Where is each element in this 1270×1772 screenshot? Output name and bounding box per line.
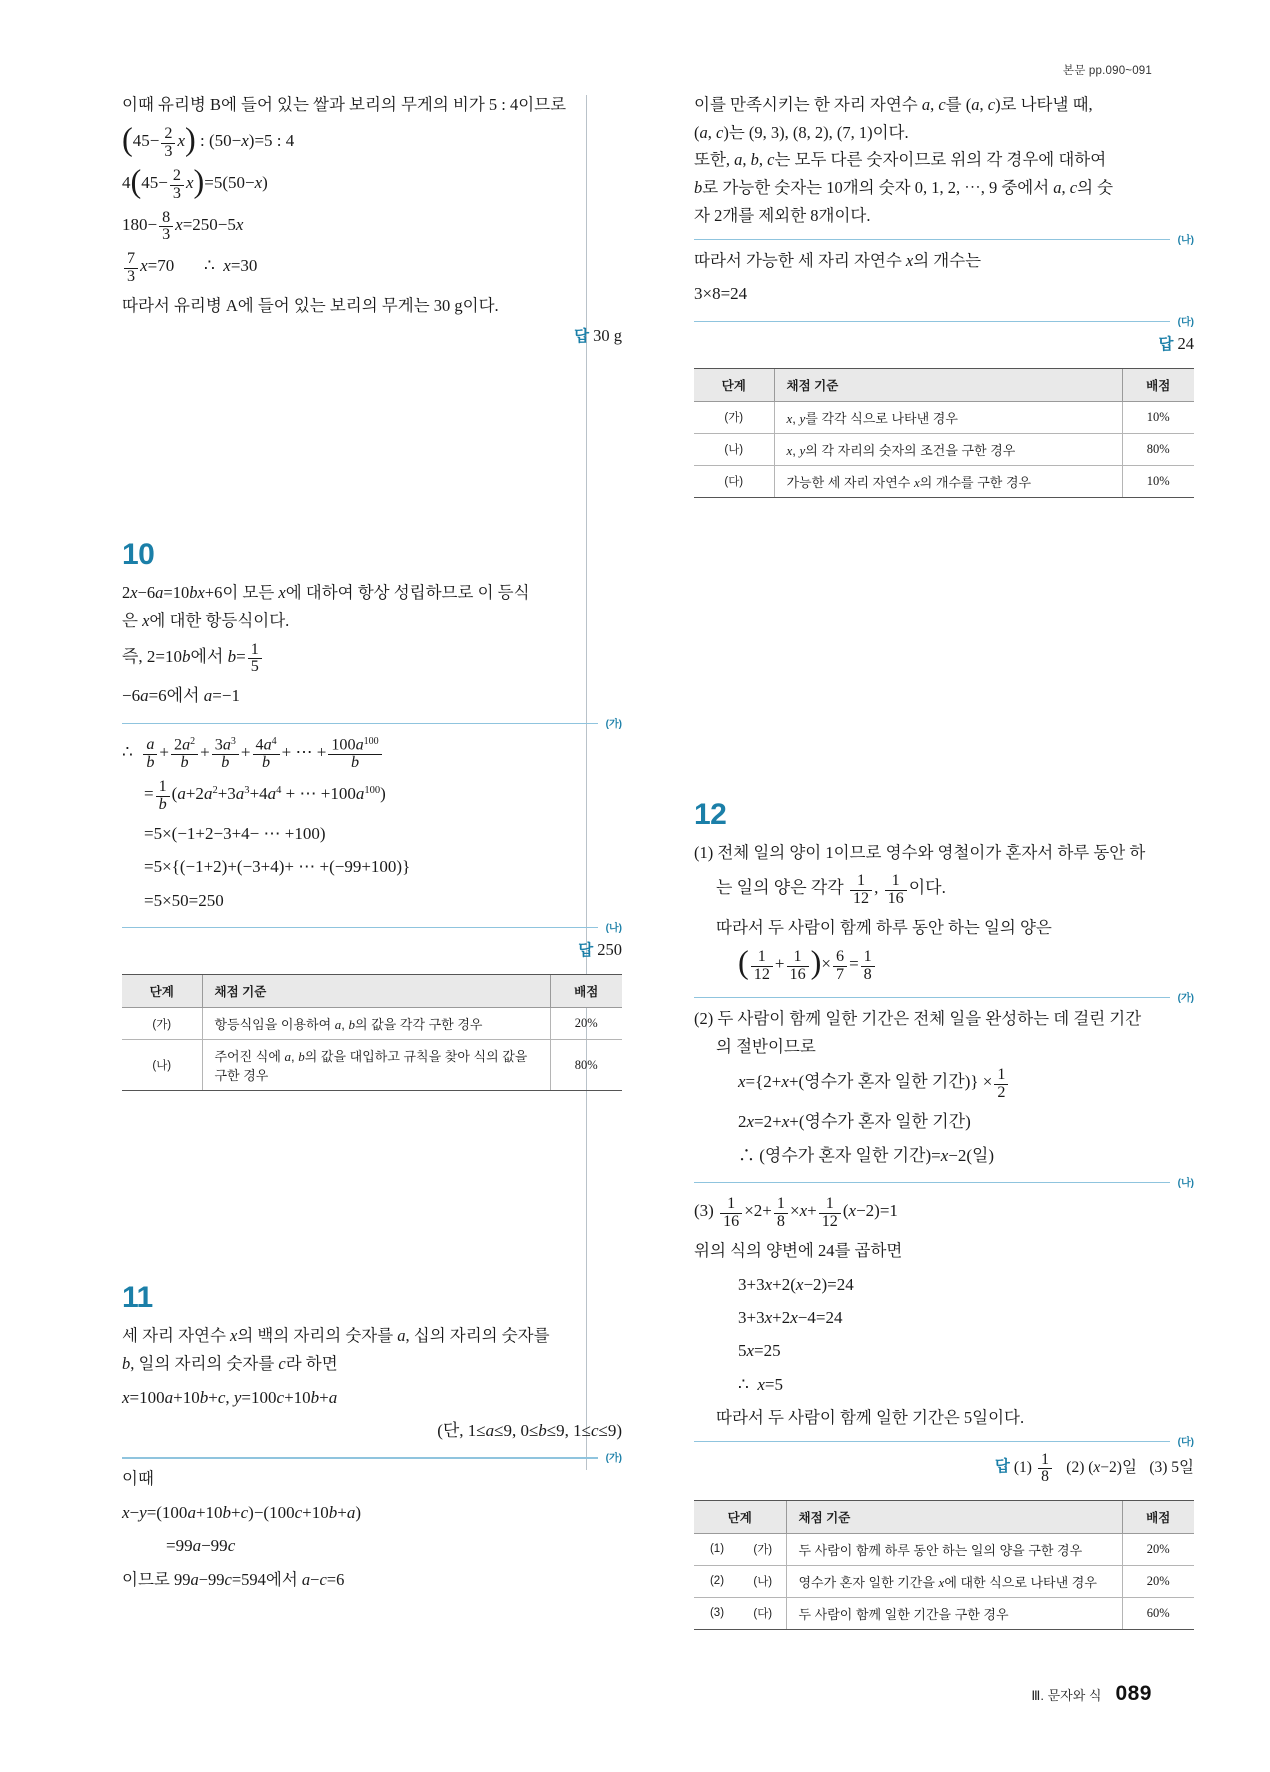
col-header-step: 단계 xyxy=(694,368,774,401)
p12-equation-6: 3+3x+2(x−2)=24 xyxy=(738,1274,854,1294)
p11c-line-5: 자 2개를 제외한 8개이다. xyxy=(694,205,871,225)
cell-points: 10% xyxy=(1122,401,1194,433)
p11-grading-table xyxy=(694,368,1194,498)
cell-criteria: x, y를 각각 식으로 나타낸 경우 xyxy=(774,401,1122,433)
p12-l2-tail: 이다. xyxy=(908,878,946,898)
table-row xyxy=(694,433,1194,465)
p12-line-4: (2) 두 사람이 함께 일한 기간은 전체 일을 완성하는 데 걸린 기간 xyxy=(694,1008,1142,1028)
p12-equation-2: x={2+x+(영수가 혼자 일한 기간)} × $\frac{1}{2}$ xyxy=(694,1067,1194,1102)
page-number: 089 xyxy=(1115,1682,1152,1705)
fraction-1-8: $\frac{1}{8}$ xyxy=(774,1196,788,1231)
problem-12-number: 12 xyxy=(694,797,727,831)
step-rule-line xyxy=(122,723,598,724)
p11-line-3: x=100a+10b+c, y=100c+10b+a xyxy=(122,1387,338,1407)
p10-line-4: −6a=6에서 a=−1 xyxy=(122,686,240,706)
cell-step: (다) xyxy=(740,1597,786,1629)
problem-11-continuation xyxy=(694,92,1194,498)
p12-line-5: 의 절반이므로 xyxy=(716,1036,816,1056)
p11-line-8: 이므로 99a−99c=594에서 a−c=6 xyxy=(122,1569,345,1589)
fraction-100a100-b: $\frac{100a^{100}}{b}$ xyxy=(328,737,381,772)
p9-line-1: 이때 유리병 B에 들어 있는 쌀과 보리의 무게의 비가 5 : 4이므로 xyxy=(122,95,567,114)
p11-answer xyxy=(694,332,1194,354)
cell-criteria: 주어진 식에 a, b의 값을 대입하고 규칙을 찾아 식의 값을 구한 경우 xyxy=(202,1040,550,1091)
step-tag: (나) xyxy=(1177,1177,1194,1189)
answer-value: 250 xyxy=(597,940,622,960)
step-tag: (나) xyxy=(1177,234,1194,246)
p11-line-1: 세 자리 자연수 x의 백의 자리의 숫자를 a, 십의 자리의 숫자를 xyxy=(122,1326,550,1346)
p9-eq3-lead: 180− xyxy=(122,214,158,234)
p11c-line-3: 또한, a, b, c는 모두 다른 숫자이므로 위의 각 경우에 대하여 xyxy=(694,150,1107,170)
step-tag: (다) xyxy=(1177,1436,1194,1448)
step-marker-na xyxy=(694,1176,1194,1189)
cell-criteria: 두 사람이 함께 하루 동안 하는 일의 양을 구한 경우 xyxy=(786,1533,1122,1565)
p9-equation-1: (45− $\frac{2}{3}$ x) : (50−x)=5 : 4 xyxy=(122,121,295,160)
col-header-criteria: 채점 기준 xyxy=(774,368,1122,401)
two-column-body xyxy=(0,92,1270,1630)
p9-equation-4: $\frac{7}{3}$ x=70 ∴ x=30 xyxy=(122,251,622,286)
col-header-criteria: 채점 기준 xyxy=(786,1500,1122,1533)
spacer xyxy=(694,498,1194,798)
col-header-step: 단계 xyxy=(694,1500,786,1533)
p10-eq-line-5: =5×50=250 xyxy=(144,890,224,910)
problem-11-number: 11 xyxy=(122,1281,153,1315)
p10-eq-line-4: =5×{(−1+2)+(−3+4)+ ⋯ +(−99+100)} xyxy=(144,857,411,877)
step-rule-line xyxy=(122,927,598,928)
step-rule-line xyxy=(694,1441,1170,1442)
p10-answer xyxy=(122,938,622,960)
answer-part-1-label: (1) xyxy=(1013,1458,1032,1476)
cell-criteria: x, y의 각 자리의 숫자의 조건을 구한 경우 xyxy=(774,433,1122,465)
table-row xyxy=(694,465,1194,497)
cell-step: (나) xyxy=(740,1565,786,1597)
answer-label: 답 xyxy=(578,942,594,960)
p12-answer xyxy=(694,1452,1194,1486)
fraction-a-b: $\frac{a}{b}$ xyxy=(143,737,157,772)
answer-label: 답 xyxy=(1158,335,1174,353)
p11-line-4: (단, 1≤a≤9, 0≤b≤9, 1≤c≤9) xyxy=(437,1420,622,1440)
cell-part-no: (2) xyxy=(694,1565,740,1597)
answer-label: 답 xyxy=(574,328,590,346)
cell-step: (나) xyxy=(694,433,774,465)
p11c-line-6: 따라서 가능한 세 자리 자연수 x의 개수는 xyxy=(694,250,982,270)
p10-grading-table xyxy=(122,974,622,1091)
table-row xyxy=(694,1565,1194,1597)
p12-line-7: 따라서 두 사람이 함께 일한 기간은 5일이다. xyxy=(716,1407,1025,1427)
p12-line-3: 따라서 두 사람이 함께 하루 동안 하는 일의 양은 xyxy=(716,918,1052,938)
problem-11 xyxy=(122,1281,622,1593)
fraction-4a4-b: $\frac{4a^4}{b}$ xyxy=(253,737,280,772)
cell-points: 80% xyxy=(1122,433,1194,465)
problem-12 xyxy=(694,798,1194,1630)
cell-points: 60% xyxy=(1122,1597,1194,1629)
answer-value: 24 xyxy=(1177,333,1194,353)
p12-equation-9: ∴ x=5 xyxy=(738,1374,783,1394)
table-row xyxy=(694,401,1194,433)
step-marker-da xyxy=(694,1435,1194,1448)
p10-eq-line-2: = $\frac{1}{b}$ ($a+2a^2+3a^3+4a^4$ + ⋯ $+100a^{100}$) xyxy=(144,778,386,814)
p12-equation-5: (3) $\frac{1}{16}$ ×2+ $\frac{1}{8}$ ×x+ $\frac{1}{12}$ (x−2)=1 xyxy=(694,1194,898,1230)
cell-step: (가) xyxy=(740,1533,786,1565)
fraction-1-2: $\frac{1}{2}$ xyxy=(994,1067,1008,1102)
fraction-7-3: $\frac{7}{3}$ xyxy=(124,251,138,286)
answer-value: 30 g xyxy=(593,326,622,346)
table-row xyxy=(694,1597,1194,1629)
step-rule-line xyxy=(694,321,1170,322)
col-header-step: 단계 xyxy=(122,975,202,1008)
step-rule-line xyxy=(694,1182,1170,1183)
p12-l2-lead: 는 일의 양은 각각 xyxy=(716,878,844,898)
p10-eq-sum: ∴ $\frac{a}{b}$ + $\frac{2a^2}{b}$ + $\frac{3a^3}{b}$ + $\frac{4a^4}{b}$ + ⋯ + $\frac{100a^{100}}{b}$ xyxy=(122,737,622,772)
p12-equation-8: 5x=25 xyxy=(738,1341,781,1361)
p12-equation-1: ( $\frac{1}{12}$ + $\frac{1}{16}$ )× $\frac{6}{7}$ = $\frac{1}{8}$ xyxy=(694,949,1194,984)
spacer xyxy=(122,1091,622,1281)
fraction-1-16: $\frac{1}{16}$ xyxy=(885,873,907,908)
p12-equation-4: ∴ (영수가 혼자 일한 기간)=x−2(일) xyxy=(738,1145,995,1165)
cell-criteria: 두 사람이 함께 일한 기간을 구한 경우 xyxy=(786,1597,1122,1629)
step-rule-line xyxy=(122,1457,598,1458)
cell-step: (가) xyxy=(122,1008,202,1040)
table-header-row xyxy=(694,368,1194,401)
col-header-points: 배점 xyxy=(1122,368,1194,401)
p11c-line-1: 이를 만족시키는 한 자리 자연수 a, c를 (a, c)로 나타낼 때, xyxy=(694,95,1093,114)
spacer xyxy=(122,348,622,538)
fraction-1-5: $\frac{1}{5}$ xyxy=(248,642,262,677)
p10-line-2: 은 x에 대한 항등식이다. xyxy=(122,610,290,630)
p12-equation-7: 3+3x+2x−4=24 xyxy=(738,1307,843,1327)
answer-part-3: (3) 5일 xyxy=(1149,1458,1194,1476)
fraction-1-12: $\frac{1}{12}$ xyxy=(819,1196,841,1231)
p11-line-6: x−y=(100a+10b+c)−(100c+10b+a) xyxy=(122,1502,361,1522)
fraction-1-8: $\frac{1}{8}$ xyxy=(861,949,875,984)
fraction-2-3: $\frac{2}{3}$ xyxy=(170,168,184,203)
col-header-points: 배점 xyxy=(550,975,622,1008)
answer-label: 답 xyxy=(994,1458,1010,1476)
step-marker-ga xyxy=(694,991,1194,1004)
fraction-6-7: $\frac{6}{7}$ xyxy=(833,949,847,984)
p11-line-5: 이때 xyxy=(122,1469,154,1489)
step-tag: (가) xyxy=(605,1453,622,1465)
page-footer xyxy=(1031,1682,1152,1706)
p9-equation-2: 4(45− $\frac{2}{3}$ x)=5(50−x) xyxy=(122,163,268,202)
p9-conclusion: 따라서 유리병 A에 들어 있는 보리의 무게는 30 g이다. xyxy=(122,296,499,316)
cell-part-no: (3) xyxy=(694,1597,740,1629)
answer-part-2: (2) (x−2)일 xyxy=(1066,1458,1137,1476)
table-row xyxy=(694,1533,1194,1565)
p11c-line-2: (a, c)는 (9, 3), (8, 2), (7, 1)이다. xyxy=(694,122,909,142)
step-tag: (가) xyxy=(605,718,622,730)
step-rule-line xyxy=(694,997,1170,998)
p12-grading-table xyxy=(694,1500,1194,1630)
fraction-1-8: $\frac{1}{8}$ xyxy=(1038,1452,1052,1486)
fraction-3a3-b: $\frac{3a^3}{b}$ xyxy=(212,737,239,772)
chapter-label: Ⅲ. 문자와 식 xyxy=(1031,1688,1102,1703)
cell-points: 20% xyxy=(1122,1533,1194,1565)
p11-line-7: =99a−99c xyxy=(166,1536,236,1556)
fraction-8-3: $\frac{8}{3}$ xyxy=(159,210,173,245)
cell-points: 80% xyxy=(550,1040,622,1091)
cell-criteria: 항등식임을 이용하여 a, b의 값을 각각 구한 경우 xyxy=(202,1008,550,1040)
cell-points: 20% xyxy=(1122,1565,1194,1597)
page-reference-header: 본문 pp.090~091 xyxy=(1062,65,1152,77)
p12-equation-3: 2x=2+x+(영수가 혼자 일한 기간) xyxy=(738,1112,971,1132)
p10-line-1: 2x−6a=10bx+6이 모든 x에 대하여 항상 성립하므로 이 등식 xyxy=(122,583,530,603)
cell-step: (나) xyxy=(122,1040,202,1091)
step-marker-ga xyxy=(122,717,622,730)
p12-line-1: (1) 전체 일의 양이 1이므로 영수와 영철이가 혼자서 하루 동안 하 xyxy=(694,842,1146,862)
cell-criteria: 영수가 혼자 일한 기간을 x에 대한 식으로 나타낸 경우 xyxy=(786,1565,1122,1597)
cell-points: 10% xyxy=(1122,465,1194,497)
p11-line-2: b, 일의 자리의 숫자를 c라 하면 xyxy=(122,1353,338,1373)
step-marker-na xyxy=(694,233,1194,246)
col-header-points: 배점 xyxy=(1122,1500,1194,1533)
fraction-1-b: $\frac{1}{b}$ xyxy=(156,779,170,814)
p11c-line-7: 3×8=24 xyxy=(694,284,748,304)
fraction-1-16: $\frac{1}{16}$ xyxy=(787,949,809,984)
problem-9-continuation xyxy=(122,92,622,346)
cell-part-no: (1) xyxy=(694,1533,740,1565)
col-header-criteria: 채점 기준 xyxy=(202,975,550,1008)
problem-10 xyxy=(122,538,622,1091)
cell-step: (가) xyxy=(694,401,774,433)
p10-line-3: 즉, 2=10b에서 b= $\frac{1}{5}$ xyxy=(122,642,622,677)
step-marker-ga xyxy=(122,1451,622,1464)
step-tag: (다) xyxy=(1177,316,1194,328)
step-marker-na xyxy=(122,921,622,934)
p11c-line-4: b로 가능한 숫자는 10개의 숫자 0, 1, 2, ⋯, 9 중에서 a, c의 숫 xyxy=(694,178,1114,198)
fraction-1-16: $\frac{1}{16}$ xyxy=(720,1196,742,1231)
step-tag: (나) xyxy=(605,923,622,935)
p10-eq-line-3: =5×(−1+2−3+4− ⋯ +100) xyxy=(144,824,326,844)
p9-eq1-lead: 45− xyxy=(132,130,160,150)
right-column xyxy=(694,92,1194,1630)
step-marker-da xyxy=(694,315,1194,328)
table-row xyxy=(122,1008,622,1040)
fraction-1-12: $\frac{1}{12}$ xyxy=(850,873,872,908)
problem-10-number: 10 xyxy=(122,538,155,572)
fraction-2a2-b: $\frac{2a^2}{b}$ xyxy=(171,737,198,772)
cell-criteria: 가능한 세 자리 자연수 x의 개수를 구한 경우 xyxy=(774,465,1122,497)
table-header-row xyxy=(694,1500,1194,1533)
p9-equation-3: 180− $\frac{8}{3}$ x=250−5x xyxy=(122,208,244,244)
fraction-1-12: $\frac{1}{12}$ xyxy=(751,949,773,984)
cell-points: 20% xyxy=(550,1008,622,1040)
step-rule-line xyxy=(694,239,1170,240)
table-row xyxy=(122,1040,622,1091)
cell-step: (다) xyxy=(694,465,774,497)
p12-line-2: 는 일의 양은 각각 $\frac{1}{12}$ , $\frac{1}{16}$ 이다. xyxy=(716,872,946,908)
step-tag: (가) xyxy=(1177,992,1194,1004)
p9-answer xyxy=(122,324,622,346)
fraction-2-3: $\frac{2}{3}$ xyxy=(161,126,175,161)
table-header-row xyxy=(122,975,622,1008)
p12-line-6: 위의 식의 양변에 24를 곱하면 xyxy=(694,1240,903,1260)
left-column xyxy=(122,92,622,1630)
